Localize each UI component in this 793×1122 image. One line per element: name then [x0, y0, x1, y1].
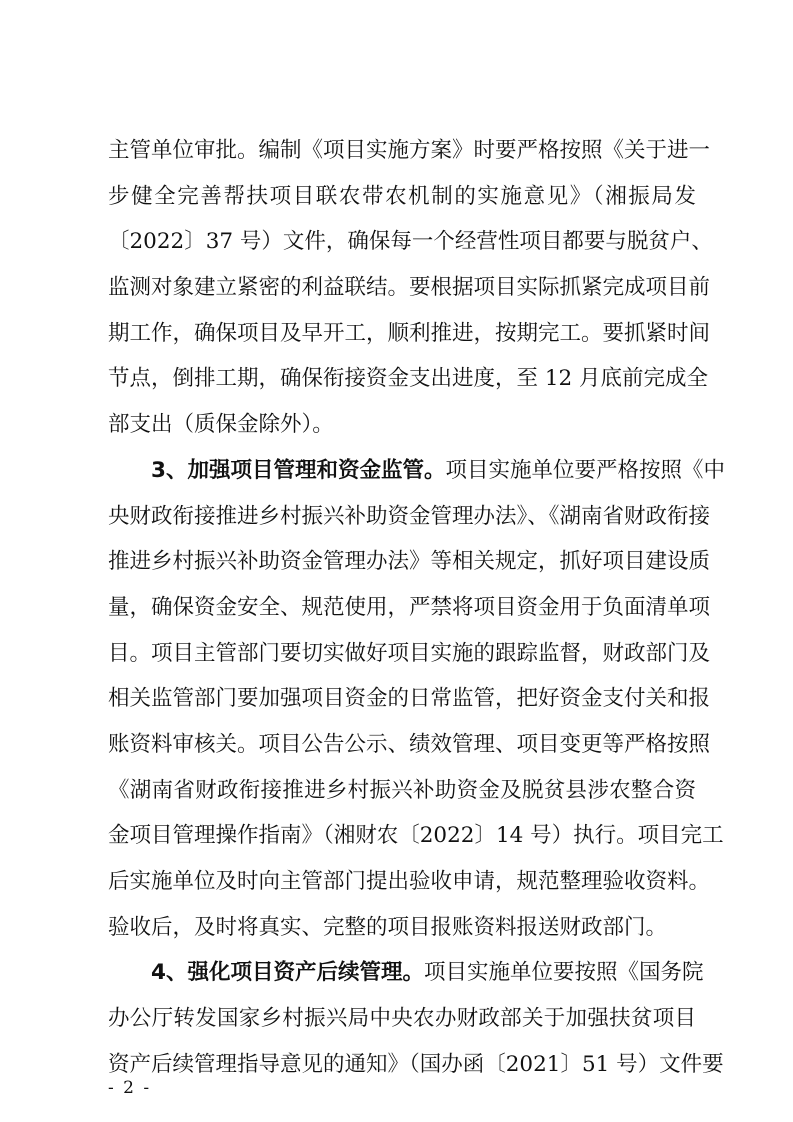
text-line: 后实施单位及时向主管部门提出验收申请，规范整理验收资料。 — [108, 869, 711, 894]
section-4-heading: 4、强化项目资产后续管理。 — [151, 960, 424, 986]
section-3-heading: 3、加强项目管理和资金监管。 — [151, 457, 446, 483]
text-line: 量，确保资金安全、规范使用，严禁将项目资金用于负面清单项 — [108, 594, 711, 620]
paragraph-1 — [108, 128, 713, 448]
text-line: 〔2022〕37 号）文件，确保每一个经营性项目都要与脱贫户、 — [108, 229, 713, 255]
text-line: 《湖南省财政衔接推进乡村振兴补助资金及脱贫县涉农整合资 — [108, 777, 696, 803]
section-4-first-text: 项目实施单位要按照《国务院 — [423, 960, 704, 986]
section-3-first-text: 项目实施单位要严格按照《中 — [445, 457, 725, 483]
section-4-first-line — [108, 950, 704, 996]
text-line: 目。项目主管部门要切实做好项目实施的跟踪监督，财政部门及 — [108, 640, 711, 666]
text-line: 验收后，及时将真实、完整的项目报账资料报送财政部门。 — [108, 914, 668, 940]
text-line: 办公厅转发国家乡村振兴局中央农办财政部关于加强扶贫项目 — [108, 1006, 696, 1032]
text-line: 金项目管理操作指南》（湘财农〔2022〕14 号）执行。项目完工 — [108, 823, 724, 849]
text-line: 期工作，确保项目及早开工，顺利推进，按期完工。要抓紧时间 — [108, 320, 711, 346]
text-line: 相关监管部门要加强项目资金的日常监管，把好资金支付关和报 — [108, 686, 711, 712]
document-body — [108, 128, 725, 1087]
text-line: 央财政衔接推进乡村振兴补助资金管理办法》、《湖南省财政衔接 — [108, 503, 711, 529]
text-line: 部支出（质保金除外）。 — [108, 412, 334, 438]
text-line: 步健全完善帮扶项目联农带农机制的实施意见》（湘振局发 — [108, 183, 696, 209]
text-line: 主管单位审批。编制《项目实施方案》时要严格按照《关于进一 — [108, 138, 711, 163]
section-4 — [108, 950, 724, 1087]
text-line: 账资料审核关。项目公告公示、绩效管理、项目变更等严格按照 — [108, 731, 711, 757]
text-line: 节点，倒排工期，确保衔接资金支出进度，至 12 月底前完成全 — [108, 366, 709, 392]
section-3 — [108, 448, 725, 951]
text-line: 监测对象建立紧密的利益联结。要根据项目实际抓紧完成项目前 — [108, 275, 711, 301]
page-number: - 2 - — [108, 1078, 152, 1098]
text-line: 资产后续管理指导意见的通知》（国办函〔2021〕51 号）文件要 — [108, 1051, 724, 1077]
text-line: 推进乡村振兴补助资金管理办法》等相关规定，抓好项目建设质 — [108, 549, 711, 575]
section-3-first-line — [108, 448, 725, 494]
